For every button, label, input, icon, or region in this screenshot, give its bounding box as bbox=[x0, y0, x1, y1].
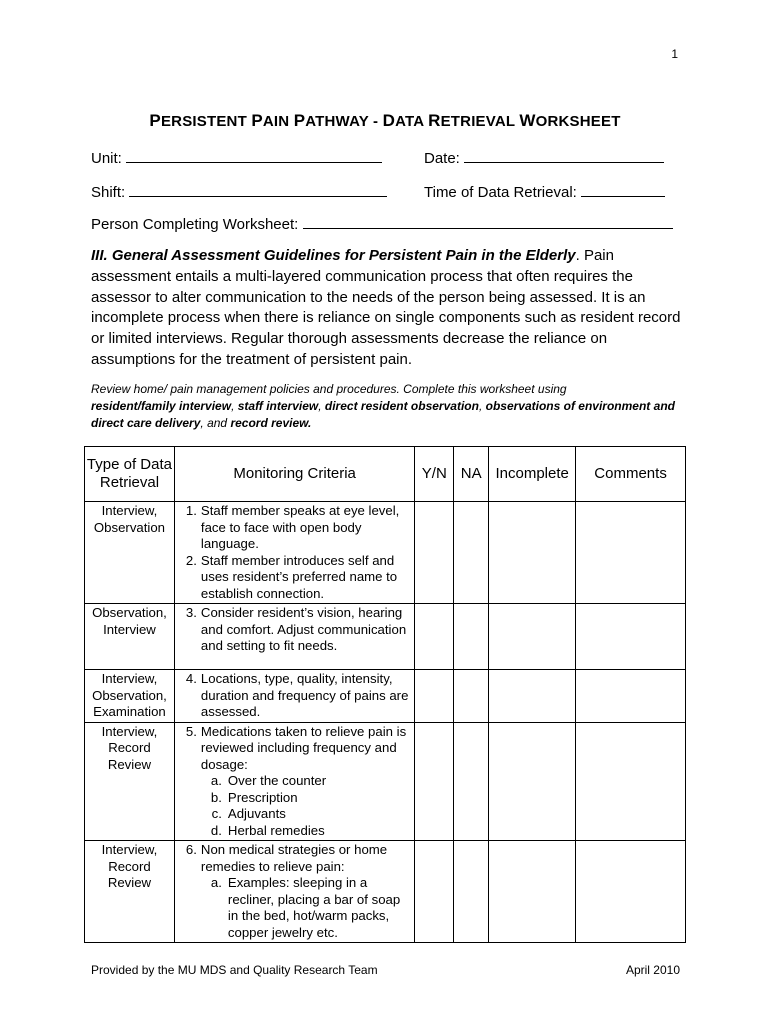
item-text: Consider resident’s vision, hearing and comfort. Adjust communication and setting to fit needs. bbox=[200, 605, 407, 653]
table-row bbox=[85, 502, 686, 604]
header-yn: Y/N bbox=[415, 447, 454, 502]
table-row bbox=[85, 670, 686, 723]
yn-cell[interactable] bbox=[415, 841, 454, 943]
criteria-item bbox=[178, 724, 412, 774]
time-of-retrieval-input-line[interactable] bbox=[581, 181, 665, 197]
time-of-retrieval-field bbox=[424, 181, 665, 201]
header-type: Type of Data Retrieval bbox=[85, 447, 175, 502]
subitem-letter: c. bbox=[211, 806, 222, 821]
title-part: R bbox=[428, 111, 441, 130]
subitem-letter: a. bbox=[210, 875, 222, 890]
header-na: NA bbox=[454, 447, 489, 502]
page-title bbox=[0, 111, 770, 131]
criteria-subitem bbox=[178, 790, 412, 807]
incomplete-cell[interactable] bbox=[489, 722, 576, 841]
shift-label: Shift: bbox=[91, 184, 126, 201]
incomplete-cell[interactable] bbox=[489, 841, 576, 943]
criteria-item bbox=[178, 842, 412, 875]
criteria-cell bbox=[174, 841, 414, 943]
date-label: Date: bbox=[424, 150, 460, 167]
method-record-review: record review. bbox=[230, 416, 312, 430]
title-part: P bbox=[251, 111, 263, 130]
yn-cell[interactable] bbox=[415, 604, 454, 670]
footer-date: April 2010 bbox=[625, 963, 680, 977]
title-part: W bbox=[519, 111, 536, 130]
table-header-row bbox=[85, 447, 686, 502]
type-cell: Interview, Observation bbox=[85, 502, 175, 604]
footer-credit: Provided by the MU MDS and Quality Research Team bbox=[91, 963, 378, 977]
comments-cell[interactable] bbox=[576, 502, 686, 604]
unit-label: Unit: bbox=[91, 150, 122, 167]
criteria-item bbox=[178, 671, 412, 721]
criteria-subitem bbox=[178, 823, 412, 840]
item-text: Staff member introduces self and uses resident’s preferred name to establish connection. bbox=[200, 552, 398, 601]
na-cell[interactable] bbox=[454, 604, 489, 670]
monitoring-table bbox=[84, 446, 686, 943]
criteria-cell bbox=[174, 604, 414, 670]
time-of-retrieval-label: Time of Data Retrieval: bbox=[424, 184, 577, 201]
type-cell: Interview, Observation, Examination bbox=[85, 670, 175, 723]
comments-cell[interactable] bbox=[576, 604, 686, 670]
type-cell: Observation, Interview bbox=[85, 604, 175, 670]
criteria-item bbox=[178, 605, 412, 655]
instructions-sep: , bbox=[478, 399, 486, 413]
table-row bbox=[85, 722, 686, 841]
item-text: Locations, type, quality, intensity, duration and frequency of pains are assessed. bbox=[200, 671, 409, 719]
criteria-cell bbox=[174, 670, 414, 723]
criteria-subitem bbox=[178, 875, 412, 941]
subitem-text: Herbal remedies bbox=[227, 822, 325, 838]
person-label: Person Completing Worksheet: bbox=[91, 216, 299, 233]
header-comments: Comments bbox=[576, 447, 686, 502]
method-environment-observation: observations of environment and direct care delivery bbox=[91, 399, 675, 430]
instructions bbox=[91, 381, 691, 432]
instructions-sep: , bbox=[231, 399, 238, 413]
item-text: Medications taken to relieve pain is reviewed including frequency and dosage: bbox=[200, 723, 407, 772]
item-number: 3. bbox=[185, 605, 197, 620]
person-input-line[interactable] bbox=[303, 213, 673, 229]
item-number: 6. bbox=[185, 842, 197, 857]
item-number: 4. bbox=[185, 671, 197, 686]
method-staff-interview: staff interview bbox=[237, 399, 319, 413]
type-cell: Interview, Record Review bbox=[85, 841, 175, 943]
criteria-subitem bbox=[178, 806, 412, 823]
page-number: 1 bbox=[671, 47, 678, 61]
shift-input-line[interactable] bbox=[129, 181, 387, 197]
na-cell[interactable] bbox=[454, 670, 489, 723]
unit-field bbox=[91, 147, 382, 167]
criteria-item bbox=[178, 553, 412, 603]
comments-cell[interactable] bbox=[576, 722, 686, 841]
criteria-cell bbox=[174, 502, 414, 604]
subitem-text: Adjuvants bbox=[227, 806, 286, 821]
section-paragraph bbox=[91, 246, 681, 371]
item-number: 1. bbox=[185, 503, 197, 518]
title-part: P bbox=[149, 111, 161, 130]
subitem-letter: d. bbox=[210, 822, 222, 838]
table-row bbox=[85, 604, 686, 670]
date-input-line[interactable] bbox=[464, 147, 664, 163]
section-body: . Pain assessment entails a multi-layered communication process that often requires the assessor to alter communication to the needs of the person being assessed. It is an incomplete process when there is reliance on single components such as resident record or limited interviews. Regular thorough assessments decrease the reliance on assumptions for the treatment of persistent pain. bbox=[91, 247, 681, 368]
na-cell[interactable] bbox=[454, 722, 489, 841]
na-cell[interactable] bbox=[454, 841, 489, 943]
subitem-text: Over the counter bbox=[227, 773, 327, 788]
subitem-letter: b. bbox=[210, 789, 222, 805]
table-row bbox=[85, 841, 686, 943]
shift-field bbox=[91, 181, 387, 201]
title-part: ORKSHEET bbox=[535, 113, 621, 130]
incomplete-cell[interactable] bbox=[489, 604, 576, 670]
method-resident-interview: resident/family interview bbox=[91, 399, 232, 413]
subitem-text: Examples: sleeping in a recliner, placing a bar of soap in the bed, hot/warm packs, copper jewelry etc. bbox=[227, 875, 401, 940]
method-direct-observation: direct resident observation bbox=[324, 399, 479, 413]
instructions-sep: , bbox=[318, 399, 325, 413]
date-field bbox=[424, 147, 664, 167]
type-cell: Interview, Record Review bbox=[85, 722, 175, 841]
incomplete-cell[interactable] bbox=[489, 670, 576, 723]
title-part: D bbox=[382, 111, 396, 130]
comments-cell[interactable] bbox=[576, 841, 686, 943]
yn-cell[interactable] bbox=[415, 502, 454, 604]
instructions-lead: Review home/ pain management policies and procedures. Complete this worksheet using bbox=[91, 382, 567, 396]
title-part: AIN bbox=[262, 113, 294, 130]
section-heading: III. General Assessment Guidelines for Persistent Pain in the Elderly bbox=[91, 247, 576, 264]
comments-cell[interactable] bbox=[576, 670, 686, 723]
item-number: 2. bbox=[185, 552, 197, 568]
subitem-text: Prescription bbox=[227, 789, 298, 805]
item-text: Staff member speaks at eye level, face to face with open body language. bbox=[200, 503, 400, 551]
item-text: Non medical strategies or home remedies to relieve pain: bbox=[200, 842, 388, 874]
subitem-letter: a. bbox=[210, 773, 222, 788]
criteria-cell bbox=[174, 722, 414, 841]
na-cell[interactable] bbox=[454, 502, 489, 604]
person-field bbox=[91, 213, 673, 233]
criteria-subitem bbox=[178, 773, 412, 790]
title-part: ATHWAY - bbox=[305, 113, 383, 130]
header-criteria: Monitoring Criteria bbox=[174, 447, 414, 502]
yn-cell[interactable] bbox=[415, 722, 454, 841]
yn-cell[interactable] bbox=[415, 670, 454, 723]
instructions-sep: , and bbox=[200, 416, 231, 430]
item-number: 5. bbox=[185, 723, 197, 739]
title-part: P bbox=[293, 111, 306, 130]
unit-input-line[interactable] bbox=[126, 147, 382, 163]
incomplete-cell[interactable] bbox=[489, 502, 576, 604]
title-part: ETRIEVAL bbox=[440, 113, 520, 130]
title-part: ATA bbox=[395, 113, 429, 130]
header-incomplete: Incomplete bbox=[489, 447, 576, 502]
criteria-item bbox=[178, 503, 412, 553]
title-part: ERSISTENT bbox=[160, 113, 252, 130]
